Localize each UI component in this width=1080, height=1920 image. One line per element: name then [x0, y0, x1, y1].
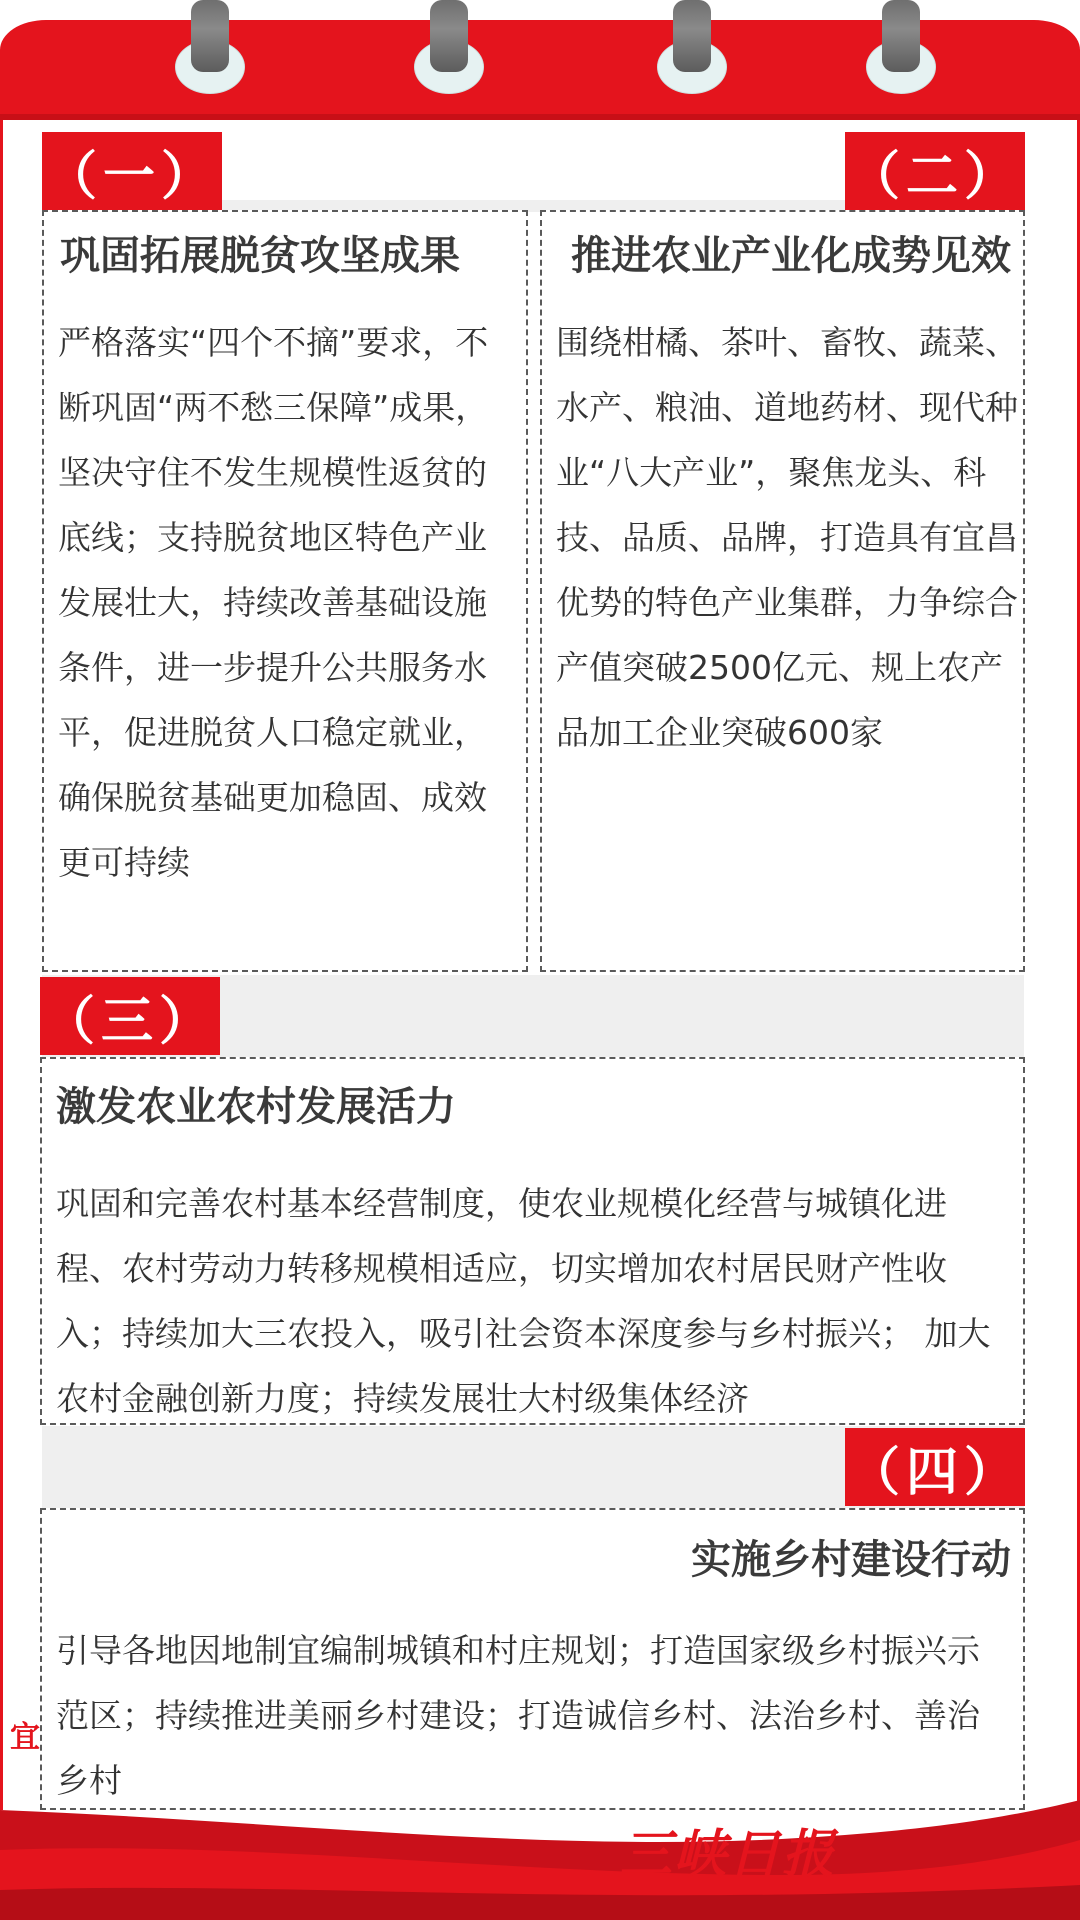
- section-2-box: [540, 210, 1025, 972]
- binder-ring-icon: [414, 0, 484, 100]
- binder-ring-icon: [657, 0, 727, 100]
- side-stamp: 宜: [10, 1720, 40, 1755]
- section-1-box: [42, 210, 528, 972]
- section-4-body: 引导各地因地制宜编制城镇和村庄规划；打造国家级乡村振兴示范区；持续推进美丽乡村建设；打造诚信乡村、法治乡村、善治乡村: [56, 1631, 980, 1800]
- section-3-body: 巩固和完善农村基本经营制度，使农业规模化经营与城镇化进程、农村劳动力转移规模相适应，切实增加农村居民财产性收入；持续加大三农投入，吸引社会资本深度参与乡村振兴； 加大农村金融创新力度；持续发展壮大村级集体经济: [56, 1184, 991, 1418]
- binder-ring-icon: [175, 0, 245, 100]
- section-number-1: （一）: [42, 132, 222, 210]
- section-number-3: （三）: [40, 977, 220, 1055]
- newspaper-logo: 三峡日报: [620, 1824, 837, 1885]
- binder-ring-icon: [866, 0, 936, 100]
- section-1-title: 巩固拓展脱贫攻坚成果: [60, 233, 460, 279]
- section-4-title: 实施乡村建设行动: [691, 1537, 1011, 1583]
- section-3-box: [40, 1057, 1025, 1425]
- section-number-2: （二）: [845, 132, 1025, 210]
- section-4-box: [40, 1508, 1025, 1810]
- section-2-title: 推进农业产业化成势见效: [571, 233, 1011, 279]
- bottom-wave-decoration: [0, 1780, 1080, 1920]
- section-3-title: 激发农业农村发展活力: [56, 1084, 456, 1130]
- left-border-line: [0, 120, 3, 1810]
- section-number-4: （四）: [845, 1428, 1025, 1506]
- section-2-body: 围绕柑橘、茶叶、畜牧、蔬菜、水产、粮油、道地药材、现代种业“八大产业”，聚焦龙头、科技、品质、品牌，打造具有宜昌优势的特色产业集群，力争综合产值突破2500亿元、规上农产品加工企业突破600家: [556, 323, 1018, 752]
- section-1-body: 严格落实“四个不摘”要求，不断巩固“两不愁三保障”成果，坚决守住不发生规模性返贫的底线；支持脱贫地区特色产业发展壮大，持续改善基础设施条件，进一步提升公共服务水平，促进脱贫人口稳定就业，确保脱贫基础更加稳固、成效更可持续: [58, 323, 489, 882]
